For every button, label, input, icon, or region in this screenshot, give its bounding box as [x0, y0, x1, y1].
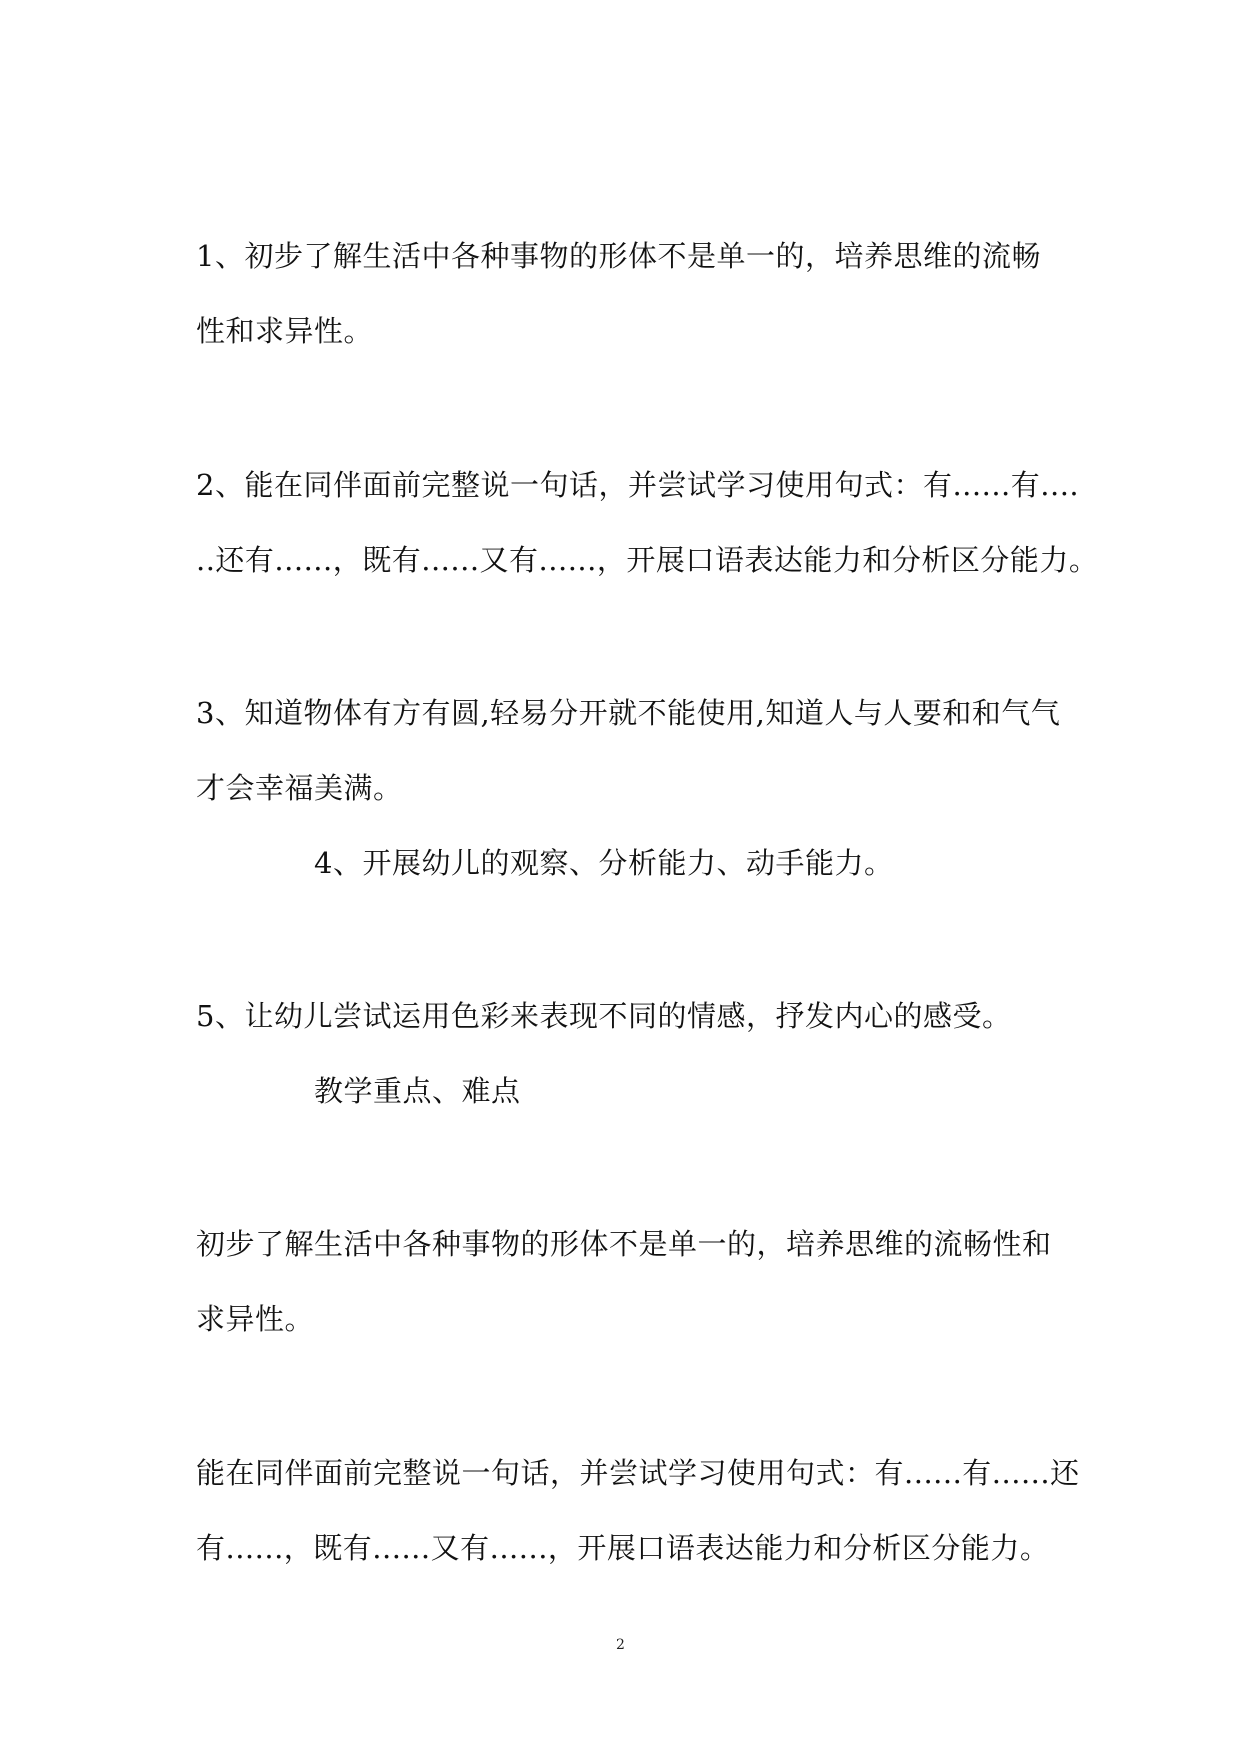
objective-3-line-1: 3、知道物体有方有圆,轻易分开就不能使用,知道人与人要和和气气 [196, 696, 1061, 730]
key-point-2-line-2: 有......，既有......又有......，开展口语表达能力和分析区分能力。 [196, 1531, 1050, 1565]
key-point-1-line-1: 初步了解生活中各种事物的形体不是单一的，培养思维的流畅性和 [196, 1227, 1052, 1261]
page-number: 2 [616, 1637, 625, 1653]
objective-1-line-1: 1、初步了解生活中各种事物的形体不是单一的，培养思维的流畅 [196, 239, 1041, 273]
objective-3-line-2: 才会幸福美满。 [196, 771, 403, 805]
objective-5: 5、让幼儿尝试运用色彩来表现不同的情感，抒发内心的感受。 [196, 999, 1012, 1033]
key-point-2-line-1: 能在同伴面前完整说一句话，并尝试学习使用句式：有......有......还 [196, 1456, 1080, 1490]
section-heading-key-points: 教学重点、难点 [314, 1074, 521, 1108]
objective-4: 4、开展幼儿的观察、分析能力、动手能力。 [314, 846, 894, 880]
objective-2-line-2: ..还有......，既有......又有......，开展口语表达能力和分析区分能力。 [196, 543, 1099, 577]
key-point-1-line-2: 求异性。 [196, 1302, 315, 1336]
objective-2-line-1: 2、能在同伴面前完整说一句话，并尝试学习使用句式：有......有.... [196, 468, 1080, 502]
objective-1-line-2: 性和求异性。 [196, 314, 374, 348]
